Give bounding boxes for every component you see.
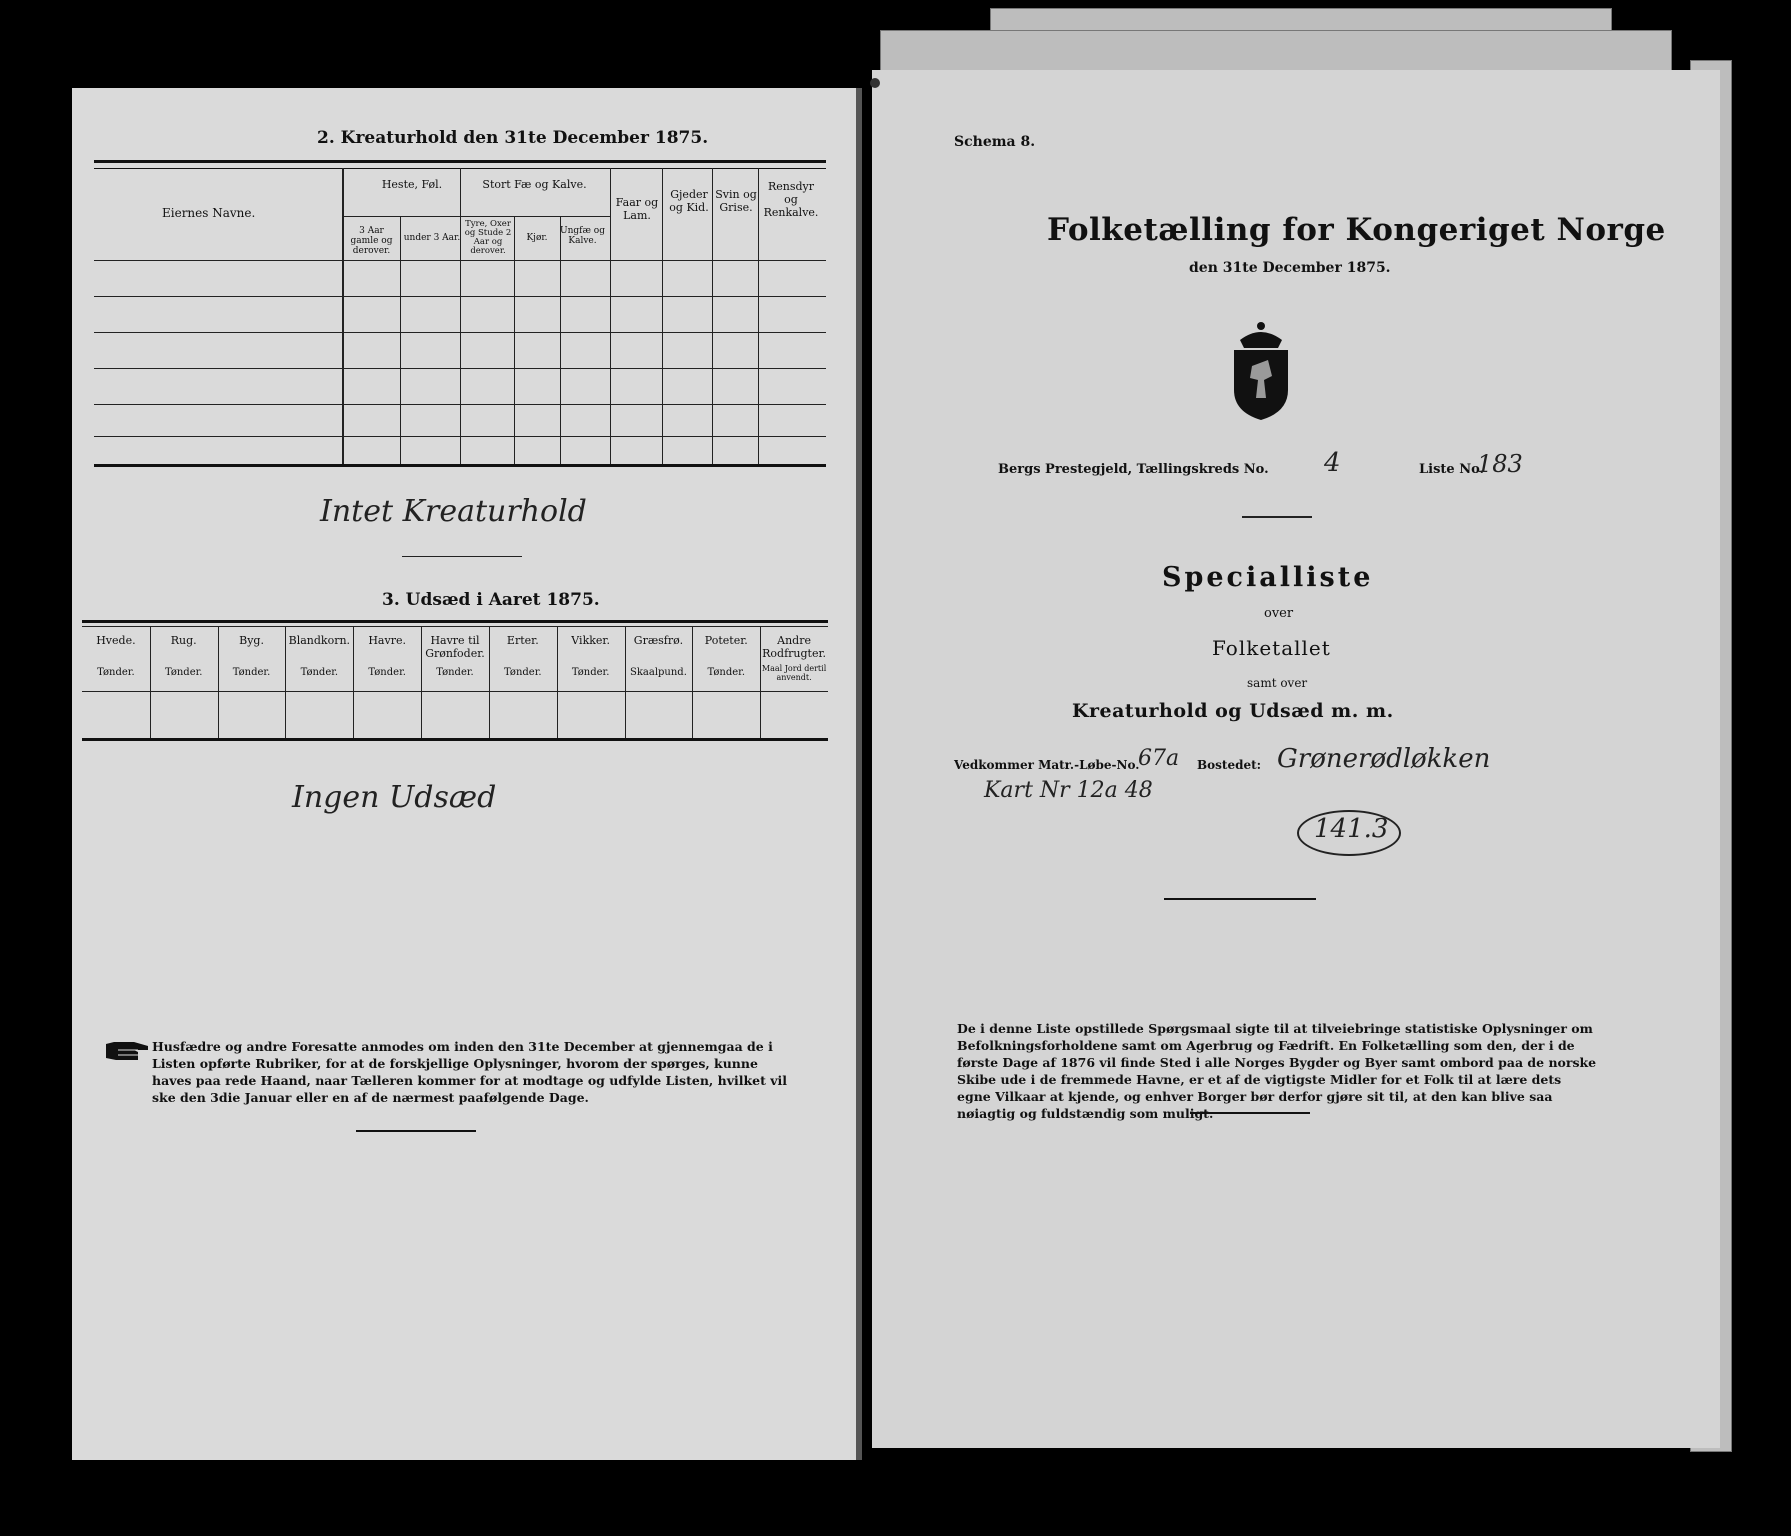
crop-col-name: Andre Rodfrugter. — [762, 634, 827, 660]
instruction-notice: Husfædre og andre Foresatte anmodes om inden den 31te December at gjennemgaa de i Listen opførte Rubriker, for at de forskjellige Oplysninger, hvorom der spørges, kunne haves paa rede Haand, naar Tælleren kommer for at modtage og udfylde Listen, hvilket vil ske den 3die Januar eller en af de nærmest paafølgende Dage. — [152, 1039, 787, 1105]
district-number: 4 — [1324, 448, 1341, 478]
crop-col-divider — [285, 626, 286, 738]
col-cows: Kjør. — [526, 233, 548, 243]
crop-col-unit: Tønder. — [504, 667, 542, 678]
list-number: 183 — [1477, 450, 1523, 478]
crop-col-name: Havre til Grønfoder. — [425, 634, 485, 660]
crop-col-unit: Tønder. — [164, 667, 203, 678]
crop-col-divider — [760, 626, 761, 738]
crop-col-unit: Tønder. — [707, 667, 746, 678]
specialliste-heading: Specialliste — [1162, 562, 1374, 593]
section2-title: 2. Kreaturhold den 31te December 1875. — [317, 128, 709, 148]
section3-title: 3. Udsæd i Aaret 1875. — [382, 590, 600, 610]
left-page — [72, 88, 862, 1460]
handwritten-no-livestock: Intet Kreaturhold — [320, 494, 587, 529]
crop-col-name: Rug. — [170, 634, 197, 647]
right-page — [872, 70, 1720, 1448]
crop-col-unit: Tønder. — [232, 667, 271, 678]
crop-col-name: Poteter. — [704, 634, 748, 647]
kreaturhold-udsaed-text: Kreaturhold og Udsæd m. m. — [1072, 700, 1394, 722]
col-reindeer: Rensdyr og Renkalve. — [763, 180, 819, 219]
col-horses: Heste, Føl. — [381, 178, 443, 191]
place-label: Bostedet: — [1197, 758, 1262, 772]
crop-col-name: Hvede. — [96, 634, 136, 647]
col-bulls: Tyre, Oxer og Stude 2 Aar og derover. — [464, 219, 512, 256]
list-label: Liste No. — [1419, 462, 1485, 477]
census-date: den 31te December 1875. — [1189, 260, 1391, 276]
crop-col-unit: Tønder. — [571, 667, 610, 678]
place-value: Grønerødløkken — [1277, 744, 1491, 774]
crop-col-name: Havre. — [368, 634, 406, 647]
page-stack-edge — [880, 30, 1672, 72]
col-cattle: Stort Fæ og Kalve. — [482, 178, 587, 191]
crop-col-unit: Maal Jord dertil anvendt. — [761, 664, 827, 682]
kart-note: Kart Nr 12a 48 — [984, 778, 1153, 803]
binding-mark — [870, 78, 880, 88]
crop-col-divider — [150, 626, 151, 738]
crop-col-name: Byg. — [239, 634, 264, 647]
crop-col-divider — [692, 626, 693, 738]
col-pigs: Svin og Grise. — [715, 188, 757, 214]
crop-col-divider — [625, 626, 626, 738]
col-horses-young: under 3 Aar. — [403, 233, 461, 243]
schema-label: Schema 8. — [954, 134, 1036, 150]
crop-col-unit: Tønder. — [368, 667, 406, 678]
samt-over-text: samt over — [1247, 676, 1308, 690]
crop-col-divider — [353, 626, 354, 738]
crop-col-divider — [489, 626, 490, 738]
matr-label: Vedkommer Matr.-Løbe-No. — [954, 758, 1140, 772]
matr-number: 67a — [1138, 746, 1180, 771]
coat-of-arms-icon — [1220, 320, 1302, 426]
crop-col-unit: Skaalpund. — [629, 667, 687, 678]
circled-note: 141.3 — [1314, 814, 1389, 844]
col-young-cattle: Ungfæ og Kalve. — [560, 226, 605, 246]
handwritten-no-sowing: Ingen Udsæd — [292, 780, 497, 815]
crop-col-unit: Tønder. — [436, 667, 474, 678]
over-text: over — [1264, 606, 1294, 621]
parish-label: Bergs Prestegjeld, Tællingskreds No. — [998, 462, 1269, 477]
crop-col-name: Vikker. — [571, 634, 610, 647]
crop-col-unit: Tønder. — [97, 667, 135, 678]
folketallet-text: Folketallet — [1212, 636, 1331, 660]
pointing-hand-icon — [104, 1038, 150, 1068]
col-sheep: Faar og Lam. — [615, 196, 659, 222]
purpose-paragraph: De i denne Liste opstillede Spørgsmaal sigte til at tilveiebringe statistiske Oplysninger om Befolkningsforholdene samt om Agerbrug og Fædrift. En Folketælling som den, der i de første Dage af 1876 vil finde Sted i alle Norges Bygder og Byer samt ombord paa de norske Skibe ude i de fremmede Havne, er et af de vigtigste Midler for et Folk til at lære dets egne Vilkaar at kjende, og enhver Borger bør derfor gjøre sit til, at den kan blive saa nøiagtig og fuldstændig som muligt. — [957, 1021, 1597, 1121]
census-title: Folketælling for Kongeriget Norge — [1047, 212, 1666, 248]
crop-col-name: Græsfrø. — [633, 634, 684, 647]
crop-col-name: Blandkorn. — [288, 634, 351, 647]
col-goats: Gjeder og Kid. — [669, 188, 709, 214]
crop-col-divider — [218, 626, 219, 738]
crop-col-name: Erter. — [506, 634, 539, 647]
crop-col-divider — [421, 626, 422, 738]
col-horses-old: 3 Aar gamle og derover. — [350, 226, 393, 256]
crop-col-divider — [557, 626, 558, 738]
col-owner-names: Eiernes Navne. — [162, 206, 256, 220]
crop-col-unit: Tønder. — [300, 667, 339, 678]
